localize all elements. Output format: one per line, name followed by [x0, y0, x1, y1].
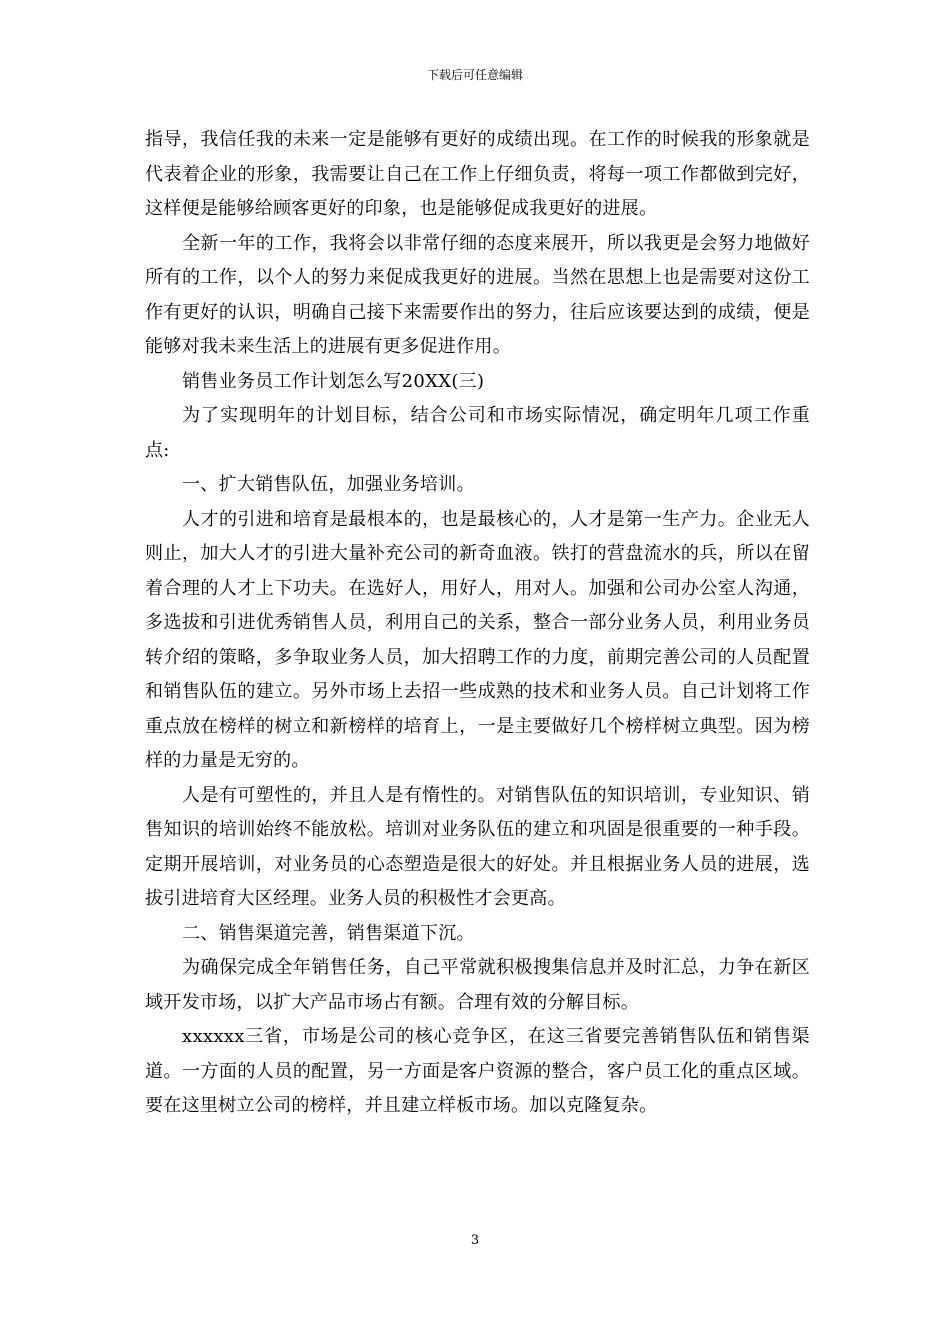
paragraph: 指导，我信任我的未来一定是能够有更好的成绩出现。在工作的时候我的形象就是代表着企业的形象，我需要让自己在工作上仔细负责，将每一项工作都做到完好，这样便是能够给顾客更好的印象，也是能够促成我更好的进展。: [145, 129, 810, 219]
paragraph: xxxxxx三省，市场是公司的核心竞争区，在这三省要完善销售队伍和销售渠道。一方面的人员的配置，另一方面是客户资源的整合，客户员工化的重点区域。要在这里树立公司的榜样，并且建立样板市场。加以克隆复杂。: [145, 1026, 810, 1116]
subsection-heading: 一、扩大销售队伍，加强业务培训。: [182, 474, 475, 495]
paragraph: 人是有可塑性的，并且人是有惰性的。对销售队伍的知识培训，专业知识、销售知识的培训始终不能放松。培训对业务队伍的建立和巩固是很重要的一种手段。定期开展培训，对业务员的心态塑造是很大的好处。并且根据业务人员的进展，选拔引进培育大区经理。业务人员的积极性才会更高。: [145, 784, 810, 909]
paragraph: 为确保完成全年销售任务，自己平常就积极搜集信息并及时汇总，力争在新区域开发市场，以扩大产品市场占有额。合理有效的分解目标。: [145, 957, 810, 1013]
paragraph: 为了实现明年的计划目标，结合公司和市场实际情况，确定明年几项工作重点:: [145, 405, 810, 461]
paragraph: 人才的引进和培育是最根本的，也是最核心的，人才是第一生产力。企业无人则止，加大人才的引进大量补充公司的新奇血液。铁打的营盘流水的兵，所以在留着合理的人才上下功夫。在选好人，用好人，用对人。加强和公司办公室人沟通，多选拔和引进优秀销售人员，利用自己的关系，整合一部分业务人员，利用业务员转介绍的策略，多争取业务人员，加大招聘工作的力度，前期完善公司的人员配置和销售队伍的建立。另外市场上去招一些成熟的技术和业务人员。自己计划将工作重点放在榜样的树立和新榜样的培育上，一是主要做好几个榜样树立典型。因为榜样的力量是无穷的。: [145, 508, 810, 771]
page-header-note: 下载后可任意编辑: [426, 68, 523, 82]
section-heading: 销售业务员工作计划怎么写20XX(三): [182, 370, 485, 392]
document-body: [145, 123, 810, 1124]
paragraph: 全新一年的工作，我将会以非常仔细的态度来展开，所以我更是会努力地做好所有的工作，以个人的努力来促成我更好的进展。当然在思想上也是需要对这份工作有更好的认识，明确自己接下来需要作出的努力，往后应该要达到的成绩，便是能够对我未来生活上的进展有更多促进作用。: [145, 232, 810, 357]
page-number: 3: [470, 1233, 480, 1248]
subsection-heading: 二、销售渠道完善，销售渠道下沉。: [182, 922, 475, 944]
